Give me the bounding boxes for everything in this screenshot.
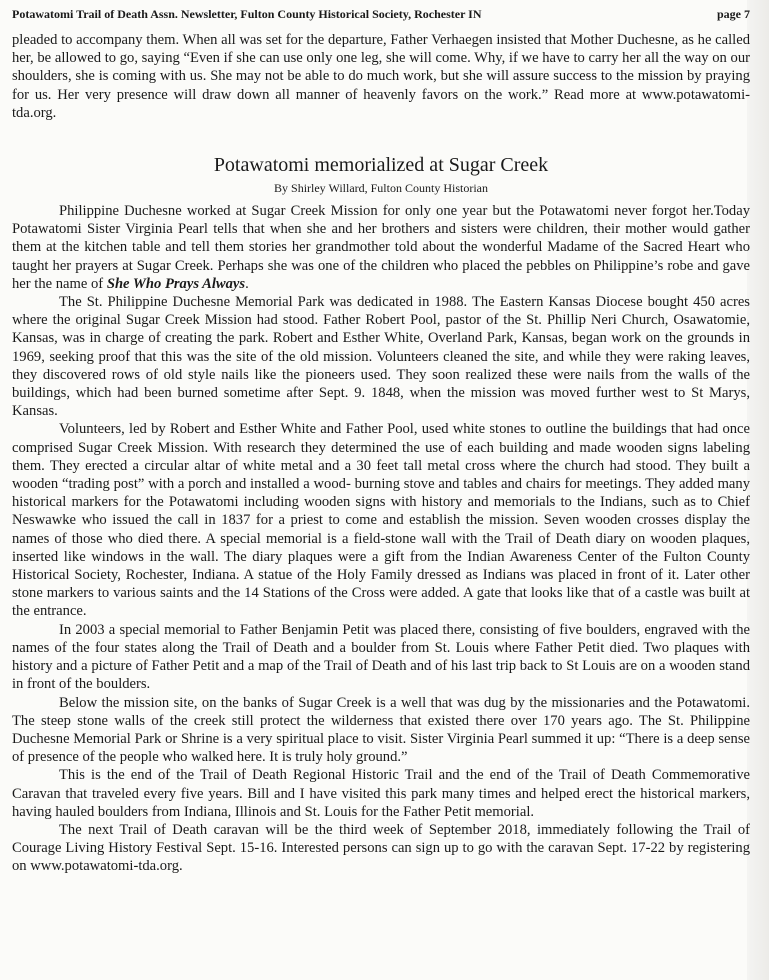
article-body: [12, 202, 750, 876]
page-header: [12, 7, 750, 31]
header-publication: Potawatomi Trail of Death Assn. Newsletter, Fulton County Historical Society, Rochester IN: [12, 7, 482, 21]
header-page-number: page 7: [717, 7, 750, 21]
p1-end: .: [245, 275, 249, 292]
article-paragraph-7: The next Trail of Death caravan will be the third week of September 2018, immediately following the Trail of Courage Living History Festival Sept. 15-16. Interested persons can sign up to go with the caravan Sept. 17-22 by registering on www.potawatomi-tda.org.: [12, 821, 750, 875]
article-byline: By Shirley Willard, Fulton County Historian: [274, 181, 488, 196]
article-paragraph-6: This is the end of the Trail of Death Regional Historic Trail and the end of the Trail of Death Commemorative Caravan that traveled every five years. Bill and I have visited this park many times and helped erect the historical markers, having hauled boulders from Indiana, Illinois and St. Louis for the Father Petit memorial.: [12, 767, 750, 820]
p1-text: Philippine Duchesne worked at Sugar Creek Mission for only one year but the Potawatomi never forgot her.Today Potawatomi Sister Virginia Pearl tells that when she and her brothers and sisters were children, their mother would gather them at the kitchen table and tell them stories her grandmother told about the wonderful Madame of the Sacred Heart who taught her prayers at Sugar Creek. Perhaps she was one of the children who placed the pebbles on Philippine’s robe and gave her the name of: [12, 203, 750, 292]
article-paragraph-3: Volunteers, led by Robert and Esther White and Father Pool, used white stones to outline the buildings that had once comprised Sugar Creek Mission. With research they determined the use of each building and made wooden signs labeling them. They erected a circular altar of white metal and a 30 feet tall metal cross where the church had stood. They built a wooden “trading post” with a porch and installed a wood- burning stove and tables and chairs for meetings. They added many historical markers for the Potawatomi including wooden signs with history and memorials to the Indians, such as to Chief Neswawke who issued the call in 1837 for a priest to come and establish the mission. Seven wooden crosses display the names of those who died there. A special memorial is a field-stone wall with the Trail of Death diary on wooden plaques, inserted like windows in the wall. The diary plaques were a gift from the Indian Awareness Center of the Fulton County Historical Society, Rochester, Indiana. A statue of the Holy Family dressed as Indians was placed in front of it. Later other stone markers to various saints and the 14 Stations of the Cross were added. A gate that looks like that of a castle was built at the entrance.: [12, 421, 750, 620]
newsletter-page: [12, 7, 750, 876]
intro-paragraph: pleaded to accompany them. When all was set for the departure, Father Verhaegen insisted that Mother Duchesne, as he called her, be allowed to go, saying “Even if she can use only one leg, she will come. Why, if we have to carry her all the way on our shoulders, she is coming with us. She may not be able to do much work, but she will assure success to the mission by praying for us. Her very presence will draw down all manner of heavenly favors on the work.” Read more at www.potawatomi-tda.org.: [12, 32, 750, 121]
emphasized-name: She Who Prays Always: [106, 275, 246, 292]
article-paragraph-4: In 2003 a special memorial to Father Benjamin Petit was placed there, consisting of five boulders, engraved with the names of the four states along the Trail of Death and a boulder from St. Louis where Father Petit died. Two plaques with history and a picture of Father Petit and a map of the Trail of Death and of his last trip back to St Louis are on a wooden stand in front of the boulders.: [12, 621, 750, 693]
article-paragraph-2: The St. Philippine Duchesne Memorial Park was dedicated in 1988. The Eastern Kansas Diocese bought 450 acres where the original Sugar Creek Mission had stood. Father Robert Pool, pastor of the St. Phillip Neri Church, Osawatomie, Kansas, was in charge of creating the park. Robert and Esther White, Overland Park, Kansas, began work on the grounds in 1969, seeking proof that this was the site of the old mission. Volunteers cleaned the site, and while they were raking leaves, they discovered rows of old style nails like the pioneers used. They soon realized these were nails from the walls of the buildings, which had been burned sometime after Sept. 9. 1848, when the mission was moved further west to St Marys, Kansas.: [12, 294, 750, 420]
article-title: Potawatomi memorialized at Sugar Creek: [213, 154, 549, 177]
article-paragraph-1: [12, 202, 750, 293]
article-paragraph-5: Below the mission site, on the banks of Sugar Creek is a well that was dug by the missionaries and the Potawatomi. The steep stone walls of the creek still protect the wilderness that existed there over 170 years ago. The St. Philippine Duchesne Memorial Park or Shrine is a very spiritual place to visit. Sister Virginia Pearl summed it up: “There is a deep sense of presence of the people who walked here. It is truly holy ground.”: [12, 694, 750, 766]
facing-page-edge: [747, 0, 769, 980]
previous-article-end: [12, 31, 750, 122]
